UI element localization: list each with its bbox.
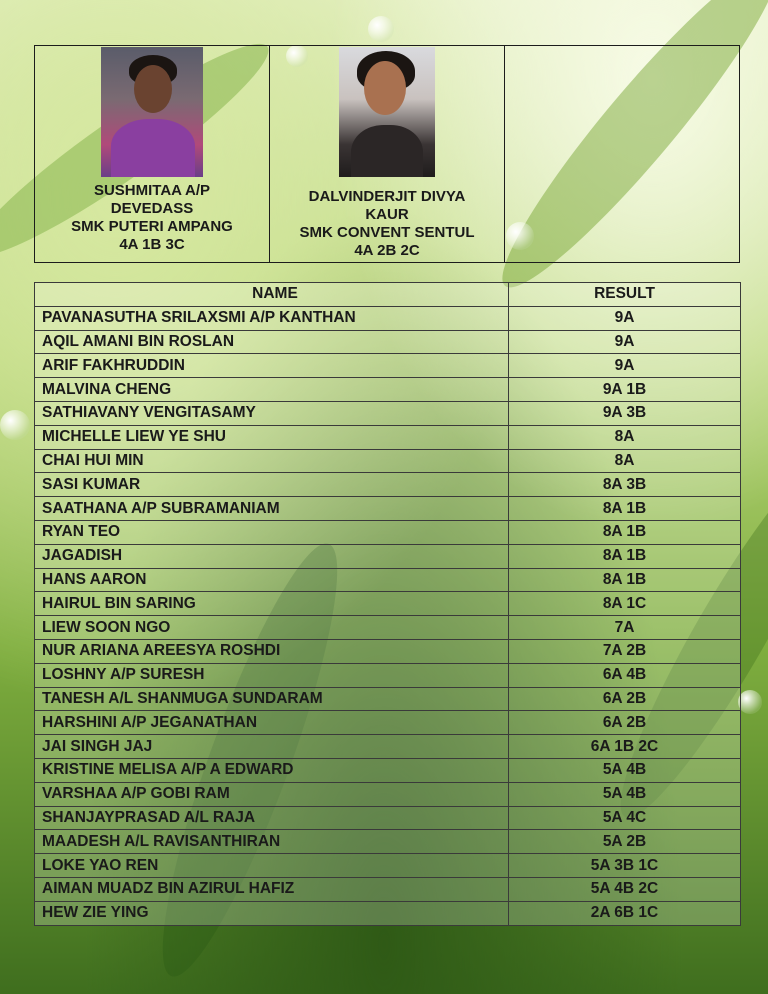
student-photo [339, 47, 435, 177]
student-result: 4A 1B 3C [119, 236, 185, 253]
student-name-cell: NUR ARIANA AREESYA ROSHDI [35, 639, 509, 663]
student-name-cell: SASI KUMAR [35, 473, 509, 497]
student-name-cell: CHAI HUI MIN [35, 449, 509, 473]
student-name-cell: MAADESH A/L RAVISANTHIRAN [35, 830, 509, 854]
table-row [35, 806, 741, 830]
results-table [34, 282, 741, 926]
water-drop-decoration [0, 410, 30, 440]
table-row [35, 568, 741, 592]
water-drop-decoration [738, 690, 762, 714]
student-name-cell: RYAN TEO [35, 520, 509, 544]
table-row [35, 663, 741, 687]
student-school: SMK CONVENT SENTUL [299, 224, 475, 241]
table-row [35, 354, 741, 378]
student-result-cell: 8A 1C [509, 592, 741, 616]
table-row [35, 758, 741, 782]
table-row [35, 830, 741, 854]
table-row [35, 687, 741, 711]
column-header-result: RESULT [509, 283, 741, 307]
student-result-cell: 6A 2B [509, 711, 741, 735]
student-result-cell: 6A 1B 2C [509, 735, 741, 759]
student-result-cell: 9A 1B [509, 378, 741, 402]
table-row [35, 520, 741, 544]
table-row [35, 592, 741, 616]
student-result-cell: 6A 4B [509, 663, 741, 687]
student-result-cell: 5A 4B 2C [509, 877, 741, 901]
featured-student-card [35, 46, 270, 263]
table-row [35, 711, 741, 735]
student-name-cell: LOSHNY A/P SURESH [35, 663, 509, 687]
student-name-cell: KRISTINE MELISA A/P A EDWARD [35, 758, 509, 782]
student-name-cell: LOKE YAO REN [35, 854, 509, 878]
student-result-cell: 7A [509, 616, 741, 640]
table-row [35, 616, 741, 640]
student-name-cell: AIMAN MUADZ BIN AZIRUL HAFIZ [35, 877, 509, 901]
student-name-cell: SATHIAVANY VENGITASAMY [35, 401, 509, 425]
student-result-cell: 5A 4B [509, 782, 741, 806]
student-result-cell: 5A 3B 1C [509, 854, 741, 878]
student-name-cell: HARSHINI A/P JEGANATHAN [35, 711, 509, 735]
student-result-cell: 8A 1B [509, 497, 741, 521]
student-name-cell: VARSHAA A/P GOBI RAM [35, 782, 509, 806]
table-row [35, 782, 741, 806]
student-result-cell: 8A 3B [509, 473, 741, 497]
column-header-name: NAME [35, 283, 509, 307]
table-row [35, 425, 741, 449]
table-row [35, 473, 741, 497]
student-result-cell: 5A 2B [509, 830, 741, 854]
student-name-cell: SHANJAYPRASAD A/L RAJA [35, 806, 509, 830]
student-result-cell: 8A 1B [509, 568, 741, 592]
table-row [35, 735, 741, 759]
student-name-cell: JAI SINGH JAJ [35, 735, 509, 759]
featured-students-table [34, 45, 740, 263]
table-row [35, 306, 741, 330]
student-name-cell: JAGADISH [35, 544, 509, 568]
student-name-cell: HANS AARON [35, 568, 509, 592]
table-header-row [35, 283, 741, 307]
table-row [35, 330, 741, 354]
student-result-cell: 7A 2B [509, 639, 741, 663]
student-result: 4A 2B 2C [354, 242, 420, 259]
student-result-cell: 2A 6B 1C [509, 901, 741, 925]
student-school: SMK PUTERI AMPANG [71, 218, 233, 235]
student-result-cell: 8A 1B [509, 520, 741, 544]
student-name-cell: AQIL AMANI BIN ROSLAN [35, 330, 509, 354]
empty-card [505, 46, 740, 263]
student-result-cell: 9A 3B [509, 401, 741, 425]
student-result-cell: 5A 4B [509, 758, 741, 782]
water-drop-decoration [368, 16, 394, 42]
student-result-cell: 8A [509, 449, 741, 473]
student-name-cell: SAATHANA A/P SUBRAMANIAM [35, 497, 509, 521]
student-name-cell: HAIRUL BIN SARING [35, 592, 509, 616]
student-name-cell: LIEW SOON NGO [35, 616, 509, 640]
student-name-cell: HEW ZIE YING [35, 901, 509, 925]
student-name-cell: PAVANASUTHA SRILAXSMI A/P KANTHAN [35, 306, 509, 330]
table-row [35, 401, 741, 425]
featured-student-card [270, 46, 505, 263]
student-result-cell: 9A [509, 354, 741, 378]
table-row [35, 877, 741, 901]
student-name: DALVINDERJIT DIVYA [308, 188, 466, 205]
featured-student-caption [35, 182, 269, 254]
student-result-cell: 8A 1B [509, 544, 741, 568]
table-row [35, 378, 741, 402]
student-name-cell: TANESH A/L SHANMUGA SUNDARAM [35, 687, 509, 711]
student-name-cell: MICHELLE LIEW YE SHU [35, 425, 509, 449]
student-name: KAUR [365, 206, 409, 223]
student-result-cell: 6A 2B [509, 687, 741, 711]
table-row [35, 901, 741, 925]
table-row [35, 497, 741, 521]
table-row [35, 544, 741, 568]
student-name: DEVEDASS [110, 200, 194, 217]
table-row [35, 639, 741, 663]
student-result-cell: 9A [509, 306, 741, 330]
student-result-cell: 8A [509, 425, 741, 449]
student-result-cell: 9A [509, 330, 741, 354]
table-row [35, 449, 741, 473]
student-result-cell: 5A 4C [509, 806, 741, 830]
student-name-cell: ARIF FAKHRUDDIN [35, 354, 509, 378]
student-name-cell: MALVINA CHENG [35, 378, 509, 402]
featured-student-caption [277, 188, 497, 260]
student-photo [101, 47, 203, 177]
table-row [35, 854, 741, 878]
student-name: SUSHMITAA A/P [93, 182, 211, 199]
